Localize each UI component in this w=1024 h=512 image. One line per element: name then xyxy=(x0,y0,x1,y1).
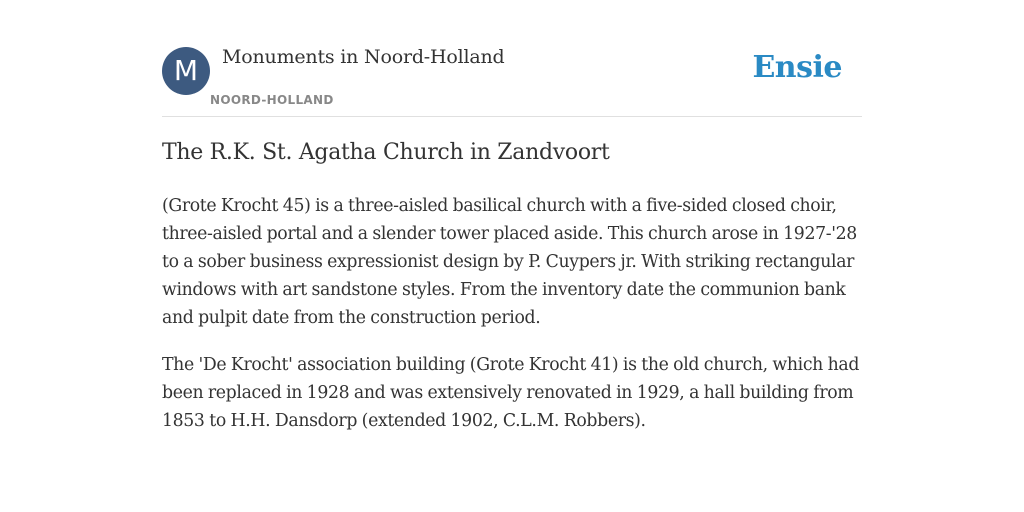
article-paragraph: (Grote Krocht 45) is a three-aisled basilical church with a five-sided closed choir, three-aisled portal and a slender tower placed aside. This church arose in 1927-'28 to a sober business expressionist design by P. Cuypers jr. With striking rectangular windows with art sandstone styles. From the inventory date the communion bank and pulpit date from the construction period. xyxy=(162,196,857,328)
source-title-link[interactable]: Monuments in Noord-Holland xyxy=(222,46,505,68)
source-avatar[interactable]: M xyxy=(162,47,210,95)
article-paragraph: The 'De Krocht' association building (Grote Krocht 41) is the old church, which had been replaced in 1928 and was extensively renovated in 1929, a hall building from 1853 to H.H. Dansdorp (extended 1902, C.L.M. Robbers). xyxy=(162,355,860,431)
source-category-label[interactable]: NOORD-HOLLAND xyxy=(210,93,334,107)
article-body xyxy=(162,192,862,454)
ensie-logo[interactable]: Ensie xyxy=(752,50,842,85)
article-title: The R.K. St. Agatha Church in Zandvoort xyxy=(162,140,610,165)
source-header xyxy=(162,44,862,117)
